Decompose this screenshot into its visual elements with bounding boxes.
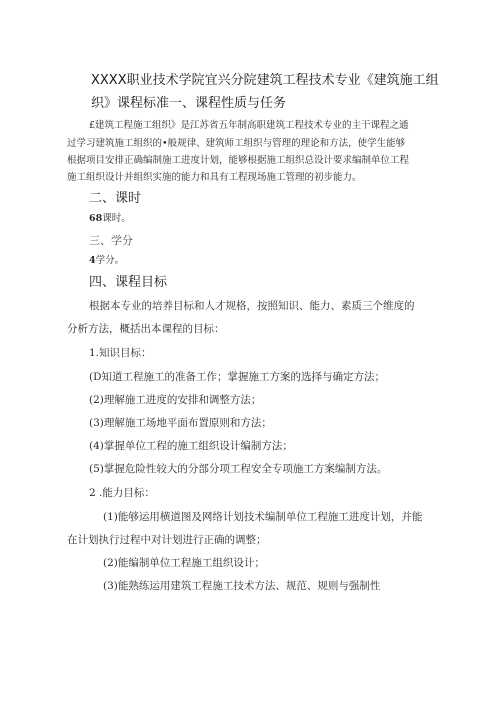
- ability-item-3: (3)能熟练运用建筑工程施工技术方法、规范、规则与强制性: [103, 580, 381, 592]
- credit-number: 4: [89, 255, 96, 266]
- objectives-paragraph-line-1: 根据本专业的培养目标和人才规格，按照知识、能力、素质三个维度的: [89, 300, 415, 312]
- credit-unit: 学分。: [95, 255, 125, 266]
- credit-value: [89, 256, 124, 266]
- knowledge-item: (3)理解施工场地平面布置原则和方法；: [89, 417, 272, 429]
- knowledge-item: (2)理解施工进度的安排和调整方法；: [89, 394, 262, 406]
- section-heading-hours: 二、课时: [89, 191, 142, 206]
- intro-line-3: 根据项目安排正确编制施工进度计划，能够根据施工组织总设计要求编制单位工程: [67, 155, 410, 166]
- knowledge-item: (D知道工程施工的准备工作；掌握施工方案的选择与确定方法；: [89, 371, 386, 383]
- ability-objectives-heading: 2 .能力目标：: [89, 487, 155, 499]
- ability-item-1-line-2: 在计划执行过程中对计划进行正确的调整；: [67, 534, 267, 546]
- intro-line-1: £建筑工程施工组织》是江苏省五年制高职建筑工程技术专业的主干课程之通: [89, 120, 409, 131]
- knowledge-item: (5)掌握危险性较大的分部分项工程安全专项施工方案编制方法。: [89, 463, 388, 475]
- ability-item-1-line-1: (1)能够运用横道图及网络计划技术编制单位工程施工进度计划，并能: [103, 511, 423, 523]
- knowledge-objectives-heading: 1.知识目标：: [89, 347, 152, 359]
- ability-item-2: (2)能编制单位工程施工组织设计；: [103, 557, 265, 569]
- document-title-line-2: 织》课程标准一、课程性质与任务: [91, 96, 287, 111]
- section-heading-objectives: 四、课程目标: [89, 275, 168, 290]
- hours-unit: 课时。: [102, 213, 131, 224]
- hours-value: [89, 214, 131, 224]
- knowledge-item: (4)掌握单位工程的施工组织设计编制方法；: [89, 440, 293, 452]
- intro-line-2: 过学习建筑施工组织的•般规律、建筑师工组织与管理的理论和方法，使学生能够: [67, 138, 406, 149]
- intro-line-4: 施工组织设计并组织实施的能力和具有工程现场施工管理的初步能力。: [67, 172, 362, 183]
- objectives-paragraph-line-2: 分析方法，概括出本课程的目标：: [67, 323, 225, 335]
- section-heading-credits: 三、学分: [89, 234, 133, 247]
- document-title-line-1: XXXX职业技术学院宜兴分院建筑工程技术专业《建筑施工组: [91, 73, 439, 88]
- hours-number: 68: [89, 213, 103, 224]
